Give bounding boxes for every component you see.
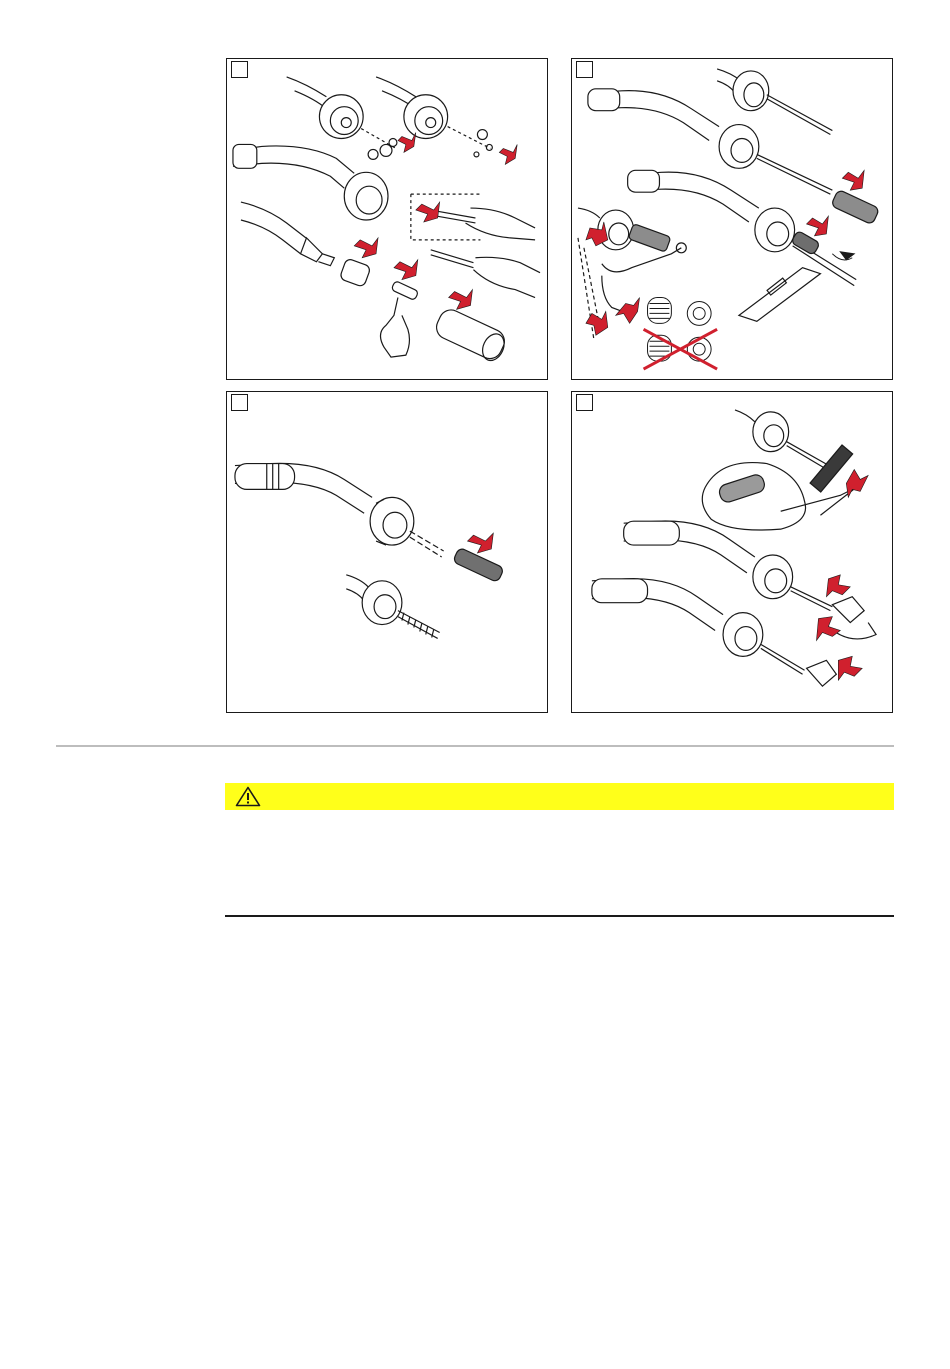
warning-end-rule: [225, 915, 894, 917]
step-number-box: [576, 394, 593, 411]
step-number-box: [576, 61, 593, 78]
step-2-illustration: [572, 59, 892, 379]
section-divider: [56, 745, 894, 747]
step-2-panel: [571, 58, 893, 380]
step-1-panel: [226, 58, 548, 380]
step-3-illustration: [227, 392, 547, 712]
warning-bar: [225, 783, 894, 810]
step-3-panel: [226, 391, 548, 713]
step-number-box: [231, 394, 248, 411]
warning-body: [225, 820, 894, 910]
step-1-illustration: [227, 59, 547, 379]
step-number-box: [231, 61, 248, 78]
step-4-illustration: [572, 392, 892, 712]
warning-triangle-icon: [235, 786, 261, 807]
step-4-panel: [571, 391, 893, 713]
